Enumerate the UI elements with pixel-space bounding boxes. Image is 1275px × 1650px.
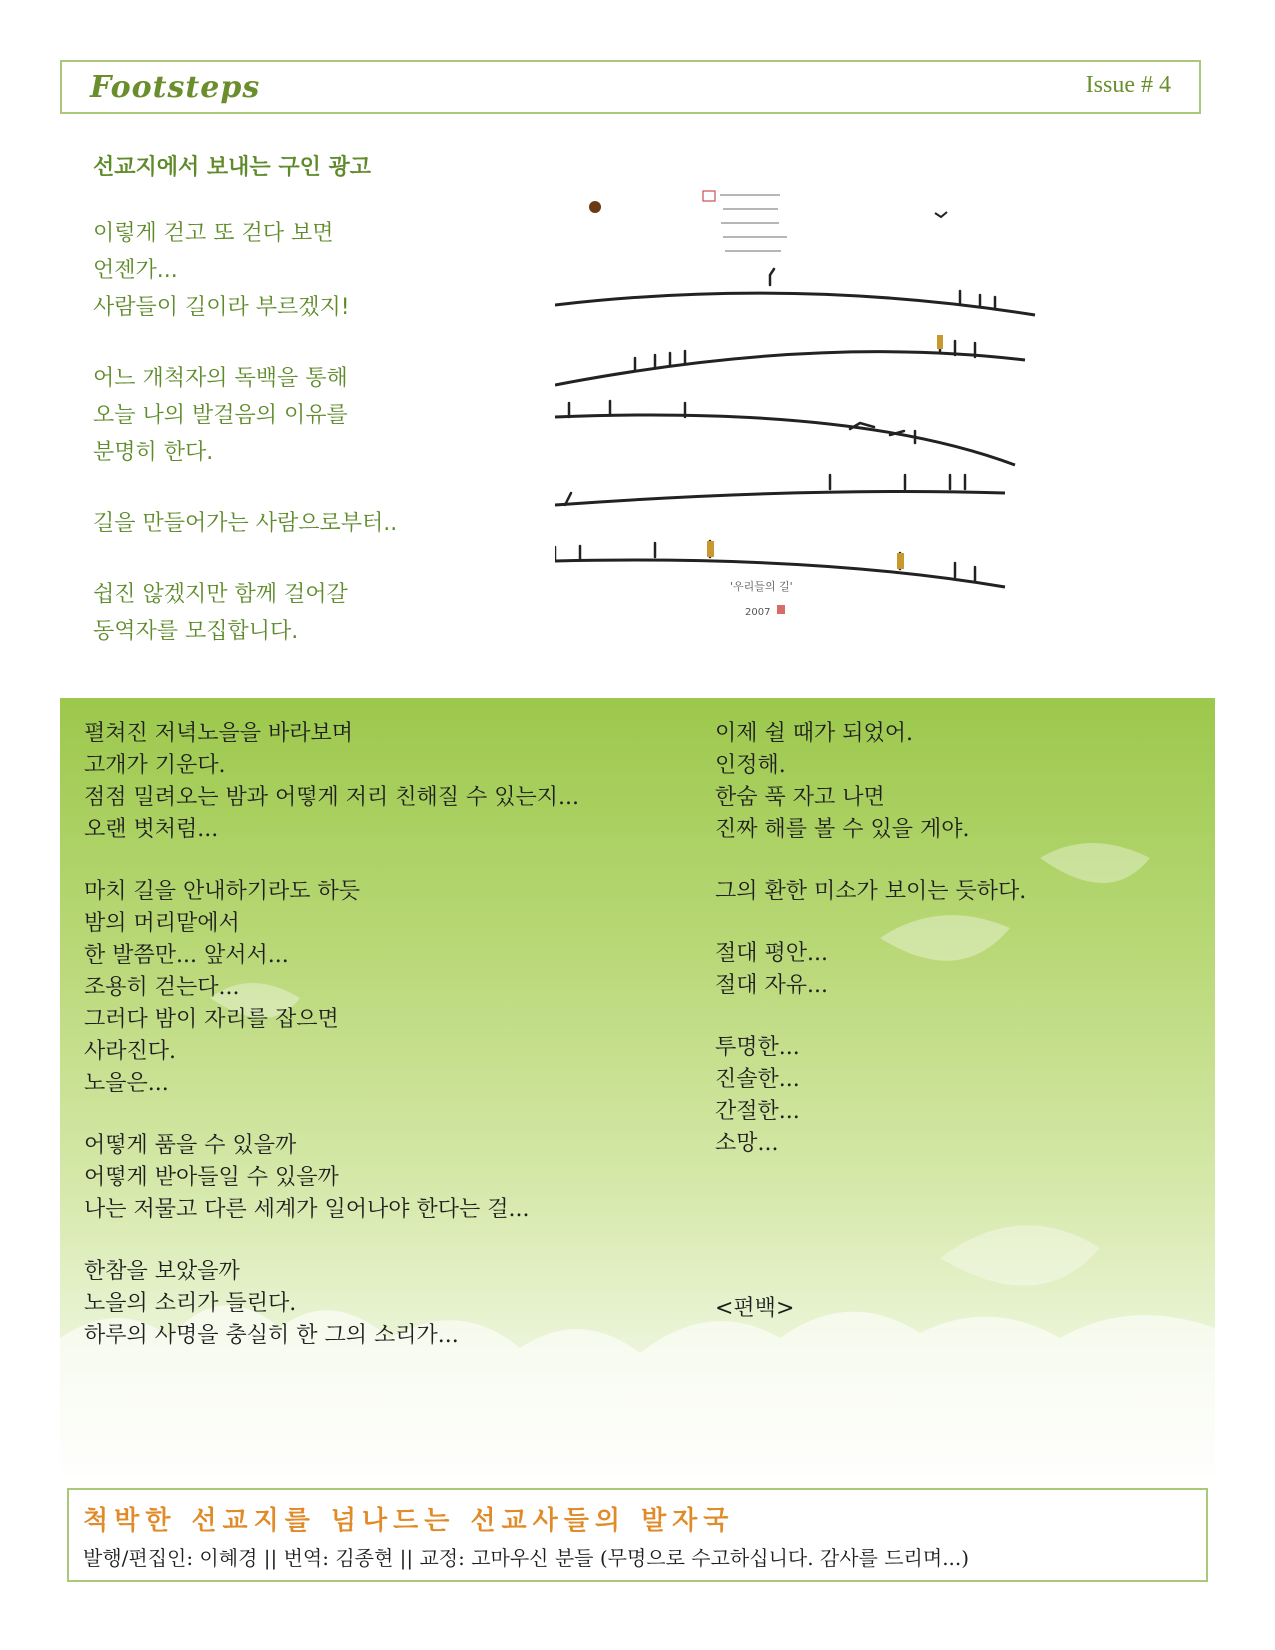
footer-tagline: 척박한 선교지를 넘나드는 선교사들의 발자국: [83, 1506, 735, 1536]
poem-line: 마치 길을 안내하기라도 하듯: [84, 879, 361, 904]
poem-line: 사라진다.: [84, 1039, 177, 1064]
poem-line: 노을은...: [84, 1071, 169, 1096]
poem-line: 투명한...: [715, 1035, 800, 1060]
ad-line: 오늘 나의 발걸음의 이유를: [93, 403, 348, 428]
ad-line: 분명히 한다.: [93, 440, 214, 465]
poem-stanza: [84, 1130, 684, 1226]
poem-line: 한숨 푹 자고 나면: [715, 785, 885, 810]
poem-stanza: [84, 876, 684, 1100]
ad-stanza: [93, 576, 533, 650]
ad-line: 어느 개척자의 독백을 통해: [93, 366, 348, 391]
poem-line: 어떻게 품을 수 있을까: [84, 1133, 297, 1158]
poem-line: 하루의 사명을 충실히 한 그의 소리가...: [84, 1323, 459, 1348]
poem-line: 고개가 기운다.: [84, 753, 226, 778]
ad-line: 쉽진 않겠지만 함께 걸어갈: [93, 582, 348, 607]
poem-line: 오랜 벗처럼...: [84, 817, 219, 842]
poem-line: 절대 자유...: [715, 973, 828, 998]
poem-panel: [60, 698, 1215, 1490]
poem-line: 한 발쯤만... 앞서서...: [84, 943, 289, 968]
ad-title: 선교지에서 보내는 구인 광고: [93, 155, 372, 180]
poem-line: 한참을 보았을까: [84, 1259, 240, 1284]
poem-right-column: [715, 718, 1185, 1190]
poem-line: 그러다 밤이 자리를 잡으면: [84, 1007, 339, 1032]
ad-stanza: [93, 505, 533, 542]
poem-line: 진솔한...: [715, 1067, 800, 1092]
ad-stanza: [93, 360, 533, 471]
ad-line: 동역자를 모집합니다.: [93, 619, 299, 644]
ad-line: 사람들이 길이라 부르겠지!: [93, 295, 350, 320]
walking-people-illustration: [555, 185, 1075, 635]
illustration-date: 2007: [745, 607, 771, 618]
poem-line: 점점 밀려오는 밤과 어떻게 저리 친해질 수 있는지...: [84, 785, 579, 810]
poem-line: 인정해.: [715, 753, 786, 778]
poem-line: 간절한...: [715, 1099, 800, 1124]
poem-signature: <편백>: [715, 1296, 795, 1321]
poem-line: 어떻게 받아들일 수 있을까: [84, 1165, 339, 1190]
poem-line: 소망...: [715, 1131, 779, 1156]
poem-stanza: [715, 876, 1185, 908]
footer-box: [67, 1488, 1208, 1582]
poem-line: 펼쳐진 저녁노을을 바라보며: [84, 721, 354, 746]
ad-stanza: [93, 215, 533, 326]
poem-line: 조용히 걷는다...: [84, 975, 240, 1000]
poem-line: 나는 저물고 다른 세계가 일어나야 한다는 걸...: [84, 1197, 530, 1222]
poem-stanza: [84, 718, 684, 846]
poem-stanza: [715, 718, 1185, 846]
poem-line: 노을의 소리가 들린다.: [84, 1291, 297, 1316]
poem-line: 이제 쉴 때가 되었어.: [715, 721, 913, 746]
ad-line: 이렇게 걷고 또 걷다 보면: [93, 221, 334, 246]
poem-line: 그의 환한 미소가 보이는 듯하다.: [715, 879, 1027, 904]
header-box: [60, 60, 1201, 114]
issue-number: Issue # 4: [1085, 72, 1171, 98]
brand-logo: Footsteps: [90, 70, 261, 105]
footer-credits: 발행/편집인: 이혜경 || 번역: 김종현 || 교정: 고마우신 분들 (무명으로 수고하십니다. 감사를 드리며...): [83, 1546, 970, 1570]
ad-line: 길을 만들어가는 사람으로부터..: [93, 511, 398, 536]
poem-stanza: [715, 1032, 1185, 1160]
recruit-ad: [93, 150, 533, 684]
poem-left-column: [84, 718, 684, 1382]
poem-line: 절대 평안...: [715, 941, 828, 966]
ad-line: 언젠가...: [93, 258, 178, 283]
illustration-caption: '우리들의 길': [730, 580, 793, 593]
poem-stanza: [84, 1256, 684, 1352]
poem-line: 진짜 해를 볼 수 있을 게야.: [715, 817, 970, 842]
poem-stanza: [715, 938, 1185, 1002]
poem-line: 밤의 머리맡에서: [84, 911, 240, 936]
